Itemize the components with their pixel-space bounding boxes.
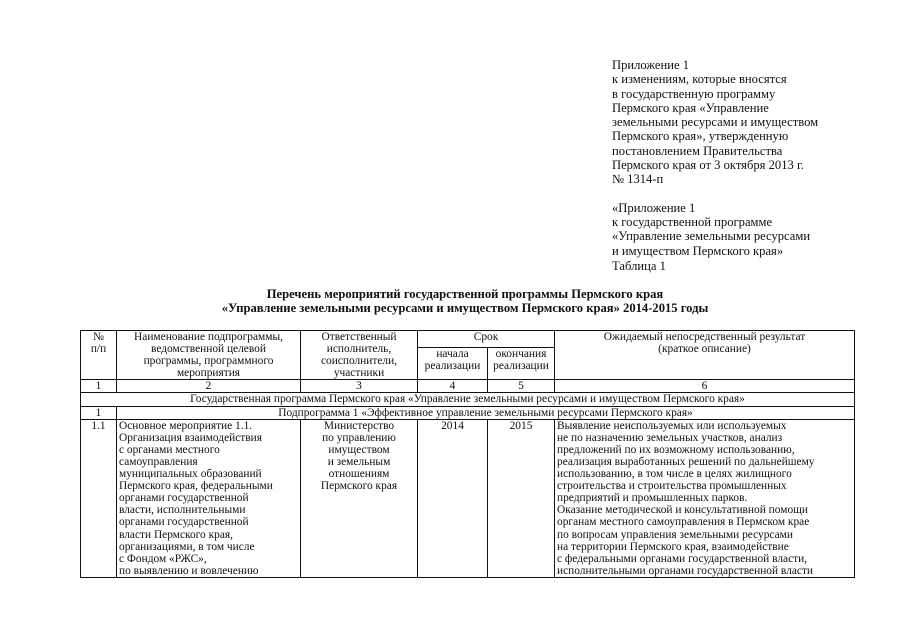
cell-line: органам местного самоуправления в Пермском крае xyxy=(557,516,810,529)
cell-line: по вопросам управления земельными ресурсами xyxy=(557,528,793,541)
cell-line: с Фондом «РЖС», xyxy=(119,552,207,565)
header-text: реализации xyxy=(424,359,481,372)
appendix-lines xyxy=(612,58,897,187)
cell-line: органами государственной xyxy=(119,492,249,505)
title-line-1: Перечень мероприятий государственной программы Пермского края xyxy=(266,287,664,301)
column-numbers-row xyxy=(81,380,855,393)
program-title: Государственная программа Пермского края «Управление земельными ресурсами и имуществом Пермского края» xyxy=(81,393,855,406)
header-text: (краткое описание) xyxy=(658,343,751,356)
header-text: № xyxy=(93,331,104,343)
cell-line: органами государственной xyxy=(119,516,249,529)
column-number: 3 xyxy=(301,380,418,393)
appendix-line: «Управление земельными ресурсами xyxy=(612,229,811,244)
subprogram-row xyxy=(81,406,855,419)
header-text: реализации xyxy=(493,359,549,372)
cell-line: с федеральными органами государственной власти, xyxy=(557,552,808,565)
table-label: Таблица 1 xyxy=(612,259,666,273)
row-responsible xyxy=(301,419,418,577)
cell-line: Пермского края xyxy=(320,480,398,493)
header-text: Наименование подпрограммы, xyxy=(134,331,283,343)
cell-line: не по назначению земельных участков, анализ xyxy=(557,431,783,444)
header-text: участники xyxy=(333,367,385,380)
header-text: мероприятия xyxy=(176,367,241,380)
header-row xyxy=(81,331,855,348)
events-table xyxy=(80,330,855,578)
row-end: 2015 xyxy=(488,419,555,577)
cell-line: предприятий и промышленных парков. xyxy=(557,492,748,505)
header-name xyxy=(117,331,301,380)
header-text: начала xyxy=(436,347,469,360)
cell-line: Организация взаимодействия xyxy=(119,431,262,444)
cell-line: Пермского края, федеральными xyxy=(119,480,273,493)
column-number: 4 xyxy=(418,380,488,393)
cell-line: использованию, в том числе в целях жилищного xyxy=(557,468,792,481)
cell-line: имуществом xyxy=(328,443,390,456)
cell-line: власти Пермского края, xyxy=(119,528,233,541)
appendix-line: Пермского края от 3 октября 2013 г. xyxy=(612,158,804,173)
row-name xyxy=(117,419,301,577)
header-term: Срок xyxy=(418,331,555,348)
header-num xyxy=(81,331,117,380)
appendix-line: «Приложение 1 xyxy=(612,200,696,215)
cell-line: организациями, в том числе xyxy=(119,540,255,553)
cell-line: по управлению xyxy=(322,431,396,444)
header-text: программы, программного xyxy=(143,355,274,368)
program-row xyxy=(81,393,855,406)
header-text: окончания xyxy=(495,347,547,360)
cell-line: муниципальных образований xyxy=(119,468,262,481)
cell-line: на территории Пермского края, взаимодействие xyxy=(557,540,789,553)
cell-line: власти, исполнительными xyxy=(119,504,246,517)
header-responsible xyxy=(301,331,418,380)
subprogram-num: 1 xyxy=(81,406,117,419)
header-text: Ответственный xyxy=(321,331,397,343)
appendix-line: к изменениям, которые вносятся xyxy=(612,72,787,87)
header-result xyxy=(555,331,855,380)
row-num: 1.1 xyxy=(81,419,117,577)
subprogram-title: Подпрограмма 1 «Эффективное управление земельными ресурсами Пермского края» xyxy=(117,406,855,419)
column-number: 6 xyxy=(555,380,855,393)
cell-line: исполнительными органами государственной власти xyxy=(557,564,814,577)
appendix-line: в государственную программу xyxy=(612,86,776,101)
cell-line: самоуправления xyxy=(119,455,198,468)
cell-line: Основное мероприятие 1.1. xyxy=(119,419,253,432)
appendix-line: Приложение 1 xyxy=(612,58,690,72)
cell-line: отношениям xyxy=(328,468,390,481)
column-number: 1 xyxy=(81,380,117,393)
appendix-line: Пермского края», утвержденную xyxy=(612,129,789,144)
header-text: п/п xyxy=(90,343,107,356)
document-title xyxy=(80,288,850,315)
cell-line: и земельным xyxy=(327,455,391,468)
cell-line: Выявление неиспользуемых или используемых xyxy=(557,419,787,432)
table-row xyxy=(81,419,855,577)
header-text: соисполнители, xyxy=(320,355,398,368)
row-result xyxy=(555,419,855,577)
column-number: 5 xyxy=(488,380,555,393)
cell-line: предложений по их возможному использованию, xyxy=(557,443,795,456)
cell-line: Оказание методической и консультативной помощи xyxy=(557,504,809,517)
row-start: 2014 xyxy=(418,419,488,577)
title-line-2: «Управление земельными ресурсами и имуществом Пермского края» 2014-2015 годы xyxy=(221,300,709,315)
appendix-line: постановлением Правительства xyxy=(612,143,783,158)
header-text: исполнитель, xyxy=(326,343,392,356)
appendix-line: земельными ресурсами и имуществом xyxy=(612,115,819,130)
cell-line: Министерство xyxy=(323,419,395,432)
header-text: ведомственной целевой xyxy=(151,343,266,356)
column-number: 2 xyxy=(117,380,301,393)
appendix-line: и имуществом Пермского края» xyxy=(612,243,784,258)
cell-line: по выявлению и вовлечению xyxy=(119,564,259,577)
header-start xyxy=(418,347,488,380)
appendix-line: к государственной программе xyxy=(612,214,773,229)
appendix-block xyxy=(612,58,897,258)
appendix-line: № 1314-п xyxy=(612,172,664,187)
header-end xyxy=(488,347,555,380)
cell-line: с органами местного xyxy=(119,443,220,456)
appendix-lines-2 xyxy=(612,201,897,258)
cell-line: строительства и строительства промышленных xyxy=(557,480,787,493)
appendix-line: Пермского края «Управление xyxy=(612,100,769,115)
cell-line: реализация выработанных решений по дальнейшему xyxy=(557,455,815,468)
header-text: Ожидаемый непосредственный результат xyxy=(603,331,806,343)
